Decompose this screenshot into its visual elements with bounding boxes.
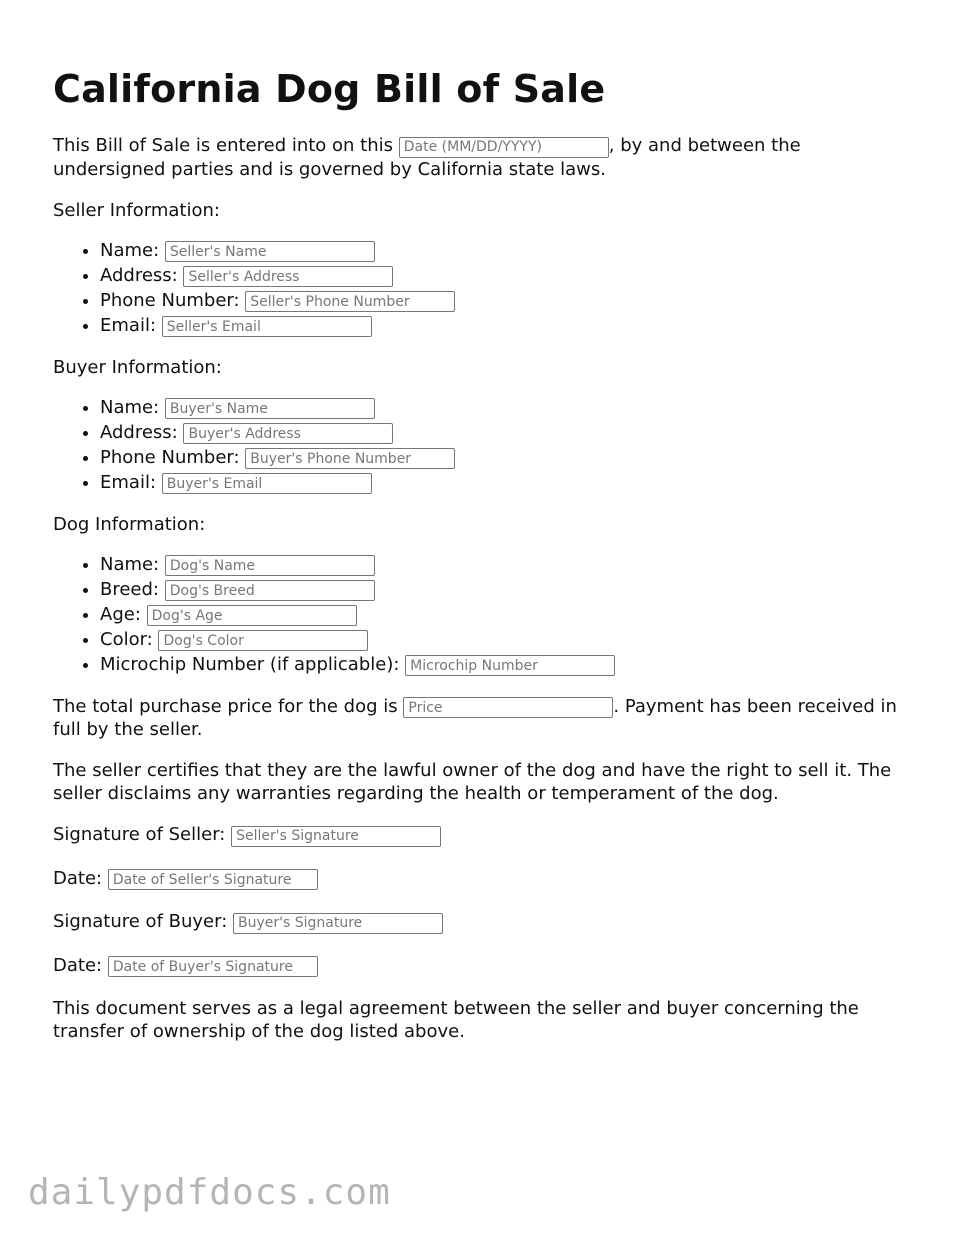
seller-address-input[interactable] <box>183 266 393 287</box>
list-item <box>100 445 913 470</box>
list-item <box>100 420 913 445</box>
field-label: Address: <box>100 421 178 443</box>
dog-heading: Dog Information: <box>53 513 206 535</box>
field-label: Age: <box>100 603 141 625</box>
list-item <box>100 552 913 577</box>
buyer-signature-row <box>53 910 913 934</box>
seller-name-input[interactable] <box>165 241 375 262</box>
seller-signature-row <box>53 823 913 847</box>
field-label: Email: <box>100 314 157 336</box>
field-label: Name: <box>100 239 160 261</box>
buyer-email-input[interactable] <box>162 473 372 494</box>
buyer-name-input[interactable] <box>165 398 375 419</box>
list-item <box>100 470 913 495</box>
price-text-before: The total purchase price for the dog is <box>53 695 404 717</box>
field-label: Date: <box>53 867 103 889</box>
sale-date-input[interactable] <box>399 137 609 158</box>
field-label: Email: <box>100 471 157 493</box>
seller-phone-input[interactable] <box>245 291 455 312</box>
page-title: California Dog Bill of Sale <box>53 67 606 111</box>
price-paragraph <box>53 695 913 742</box>
list-item <box>100 395 913 420</box>
field-label: Phone Number: <box>100 446 240 468</box>
field-label: Name: <box>100 396 160 418</box>
field-label: Date: <box>53 954 103 976</box>
certification-paragraph: The seller certifies that they are the lawful owner of the dog and have the right to sell it. The seller disclaims any warranties regarding the health or temperament of the dog. <box>53 760 892 804</box>
list-item <box>100 263 913 288</box>
field-label: Signature of Seller: <box>53 824 226 845</box>
seller-heading: Seller Information: <box>53 199 220 221</box>
field-label: Phone Number: <box>100 289 240 311</box>
field-label: Address: <box>100 264 178 286</box>
watermark: dailypdfdocs.com <box>28 1172 391 1213</box>
seller-signature-date-input[interactable] <box>108 869 318 890</box>
intro-text-before: This Bill of Sale is entered into on this <box>53 135 399 156</box>
list-item <box>100 288 913 313</box>
price-text-after: . Payment has been received in full by the seller. <box>53 695 897 740</box>
dog-name-input[interactable] <box>165 555 375 576</box>
intro-paragraph <box>53 134 913 181</box>
closing-paragraph: This document serves as a legal agreement between the seller and buyer concerning the transfer of ownership of the dog listed above. <box>53 998 859 1042</box>
document-page <box>53 66 913 1061</box>
buyer-heading: Buyer Information: <box>53 356 222 378</box>
list-item <box>100 577 913 602</box>
buyer-fields-list <box>53 395 913 495</box>
microchip-number-input[interactable] <box>405 655 615 676</box>
field-label: Color: <box>100 628 153 650</box>
list-item <box>100 652 913 677</box>
dog-breed-input[interactable] <box>165 580 375 601</box>
intro-text-after: , by and between the undersigned parties and is governed by California state laws. <box>53 135 801 180</box>
field-label: Microchip Number (if applicable): <box>100 653 400 675</box>
field-label: Name: <box>100 553 160 575</box>
seller-email-input[interactable] <box>162 316 372 337</box>
price-input[interactable] <box>403 697 613 718</box>
dog-age-input[interactable] <box>147 605 357 626</box>
buyer-date-row <box>53 954 913 978</box>
dog-fields-list <box>53 552 913 677</box>
field-label: Signature of Buyer: <box>53 911 228 932</box>
list-item <box>100 602 913 627</box>
seller-fields-list <box>53 238 913 338</box>
buyer-signature-date-input[interactable] <box>108 956 318 977</box>
seller-date-row <box>53 867 913 891</box>
dog-color-input[interactable] <box>158 630 368 651</box>
buyer-address-input[interactable] <box>183 423 393 444</box>
seller-signature-input[interactable] <box>231 826 441 847</box>
list-item <box>100 627 913 652</box>
buyer-signature-input[interactable] <box>233 913 443 934</box>
buyer-phone-input[interactable] <box>245 448 455 469</box>
field-label: Breed: <box>100 578 159 600</box>
list-item <box>100 313 913 338</box>
list-item <box>100 238 913 263</box>
